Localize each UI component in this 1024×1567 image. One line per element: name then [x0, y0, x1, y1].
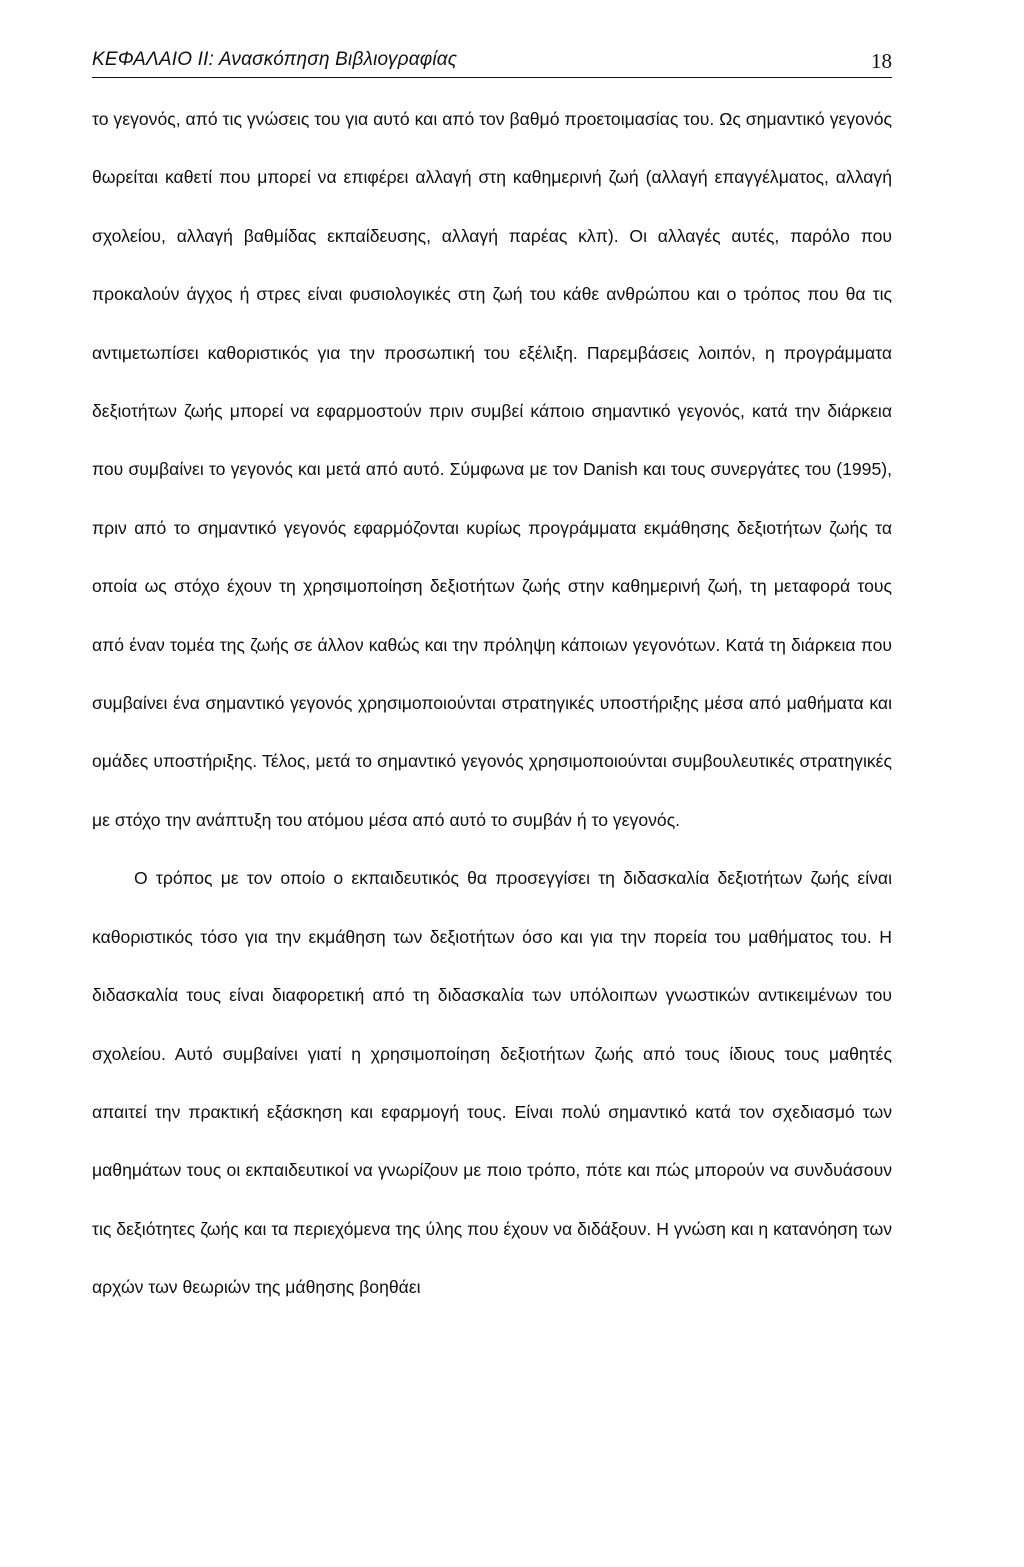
paragraph-2: Ο τρόπος με τον οποίο ο εκπαιδευτικός θα προσεγγίσει τη διδασκαλία δεξιοτήτων ζωής είναι καθοριστικός τόσο για την εκμάθηση των δεξιοτήτων όσο και για την πορεία του μαθήματος του. Η διδασκαλία τους είναι διαφορετική από τη διδασκαλία των υπόλοιπων γνωστικών αντικειμένων του σχολείου. Αυτό συμβαίνει γιατί η χρησιμοποίηση δεξιοτήτων ζωής από τους ίδιους τους μαθητές απαιτεί την πρακτική εξάσκηση και εφαρμογή τους. Είναι πολύ σημαντικό κατά τον σχεδιασμό των μαθημάτων τους οι εκπαιδευτικοί να γνωρίζουν με ποιο τρόπο, πότε και πώς μπορούν να συνδυάσουν τις δεξιότητες ζωής και τα περιεχόμενα της ύλης που έχουν να διδάξουν. Η γνώση και η κατανόηση των αρχών των θεωριών της μάθησης βοηθάει — [92, 868, 892, 1298]
paragraph-1: το γεγονός, από τις γνώσεις του για αυτό και από τον βαθμό προετοιμασίας του. Ως σημαντικό γεγονός θωρείται καθετί που μπορεί να επιφέρει αλλαγή στη καθημερινή ζωή (αλλαγή επαγγέλματος, αλλαγή σχολείου, αλλαγή βαθμίδας εκπαίδευσης, αλλαγή παρέας κλπ). Οι αλλαγές αυτές, παρόλο που προκαλούν άγχος ή στρες είναι φυσιολογικές στη ζωή του κάθε ανθρώπου και ο τρόπος που θα τις αντιμετωπίσει καθοριστικός για την προσωπική του εξέλιξη. Παρεμβάσεις λοιπόν, η προγράμματα δεξιοτήτων ζωής μπορεί να εφαρμοστούν πριν συμβεί κάποιο σημαντικό γεγονός, κατά την διάρκεια που συμβαίνει το γεγονός και μετά από αυτό. Σύμφωνα με τον Danish και τους συνεργάτες του (1995), πριν από το σημαντικό γεγονός εφαρμόζονται κυρίως προγράμματα εκμάθησης δεξιοτήτων ζωής τα οποία ως στόχο έχουν τη χρησιμοποίηση δεξιοτήτων ζωής στην καθημερινή ζωή, τη μεταφορά τους από έναν τομέα της ζωής σε άλλον καθώς και την πρόληψη κάποιων γεγονότων. Κατά τη διάρκεια που συμβαίνει ένα σημαντικό γεγονός χρησιμοποιούνται στρατηγικές υποστήριξης μέσα από μαθήματα και ομάδες υποστήριξης. Τέλος, μετά το σημαντικό γεγονός χρησιμοποιούνται συμβουλευτικές στρατηγικές με στόχο την ανάπτυξη του ατόμου μέσα από αυτό το συμβάν ή το γεγονός. — [92, 109, 892, 830]
page-header — [92, 44, 892, 78]
body-text — [92, 90, 892, 1317]
page-number: 18 — [871, 49, 892, 73]
chapter-title: ΚΕΦΑΛΑΙΟ ΙΙ: Ανασκόπηση Βιβλιογραφίας — [92, 49, 458, 70]
header-divider — [92, 77, 892, 78]
